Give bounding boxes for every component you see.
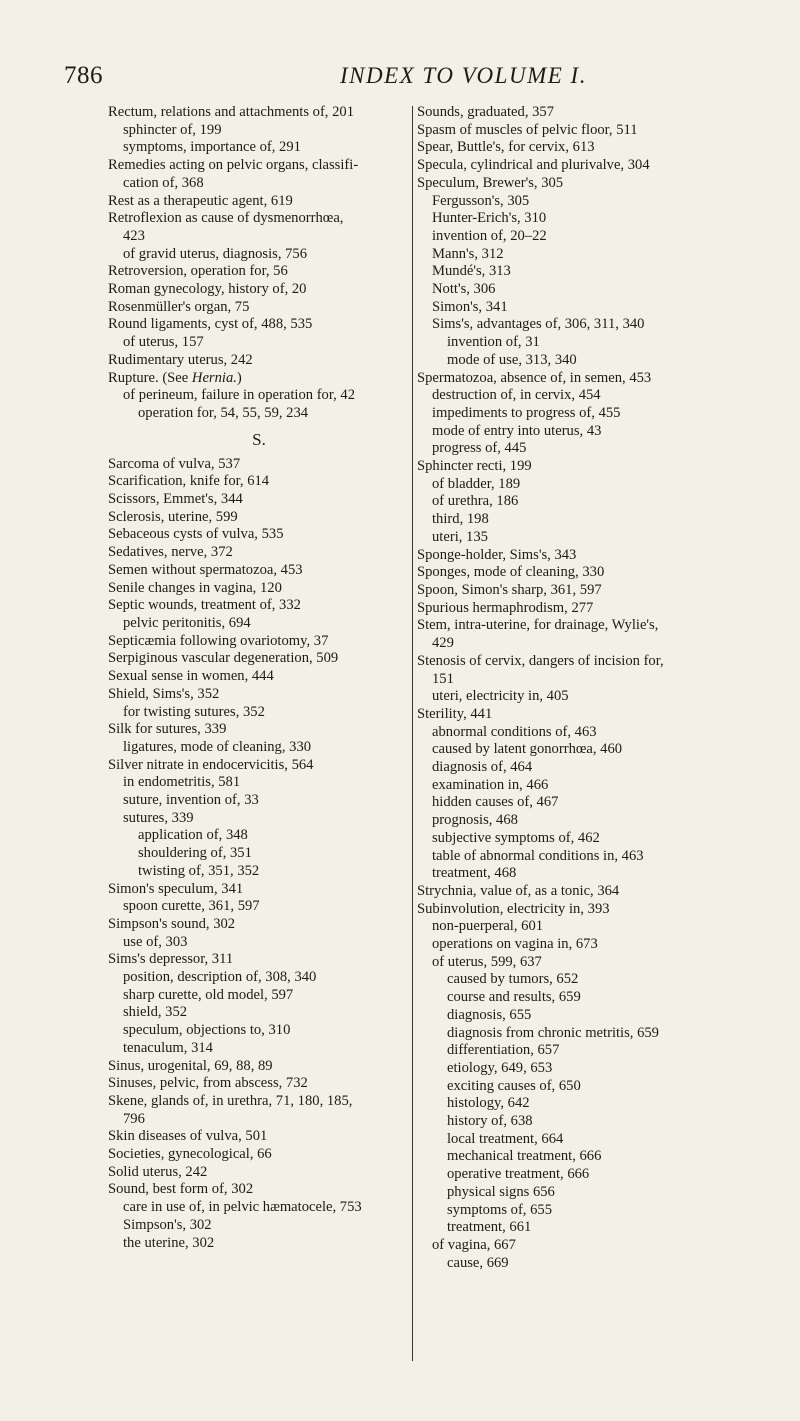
index-subentry: mode of use, 313, 340 [447, 351, 577, 368]
index-subentry: of uterus, 599, 637 [432, 953, 542, 970]
index-subentry: 796 [123, 1110, 145, 1127]
index-subentry: twisting of, 351, 352 [138, 862, 260, 879]
index-subentry: of gravid uterus, diagnosis, 756 [123, 245, 308, 262]
index-subentry: destruction of, in cervix, 454 [432, 387, 601, 404]
index-entry: Sphincter recti, 199 [417, 458, 532, 475]
index-entry: Rest as a therapeutic agent, 619 [108, 192, 293, 209]
index-subentry: third, 198 [432, 511, 489, 528]
index-entry: Silver nitrate in endocervicitis, 564 [108, 756, 314, 773]
page-number: 786 [64, 62, 103, 89]
index-subentry: operative treatment, 666 [447, 1166, 590, 1183]
index-subentry: uteri, electricity in, 405 [432, 688, 569, 705]
left-index-column [108, 104, 410, 1252]
index-subentry: history of, 638 [447, 1113, 533, 1130]
index-subentry: Fergusson's, 305 [432, 192, 530, 209]
index-subentry: etiology, 649, 653 [447, 1059, 553, 1076]
index-subentry: application of, 348 [138, 827, 248, 844]
index-subentry: cation of, 368 [123, 174, 204, 191]
index-entry: Spermatozoa, absence of, in semen, 453 [417, 369, 652, 386]
index-subentry: of uterus, 157 [123, 334, 204, 351]
index-entry: Roman gynecology, history of, 20 [108, 281, 307, 298]
index-subentry: symptoms, importance of, 291 [123, 139, 301, 156]
index-subentry: examination in, 466 [432, 776, 549, 793]
index-subentry: diagnosis, 655 [447, 1006, 532, 1023]
index-subentry: 429 [432, 635, 454, 652]
index-subentry: in endometritis, 581 [123, 774, 241, 791]
index-entry: Sounds, graduated, 357 [417, 104, 555, 120]
index-subentry: operation for, 54, 55, 59, 234 [138, 404, 309, 421]
index-subentry: Simpson's, 302 [123, 1216, 212, 1233]
index-entry: Sponges, mode of cleaning, 330 [417, 564, 605, 581]
index-entry: Spurious hermaphrodism, 277 [417, 599, 594, 616]
index-subentry: table of abnormal conditions in, 463 [432, 847, 644, 864]
index-subentry: use of, 303 [123, 933, 188, 950]
index-subentry: mode of entry into uterus, 43 [432, 422, 602, 439]
index-entry: Shield, Sims's, 352 [108, 685, 220, 702]
index-subentry: Simon's, 341 [432, 298, 508, 315]
index-subentry: abnormal conditions of, 463 [432, 723, 597, 740]
index-entry: Serpiginous vascular degeneration, 509 [108, 650, 339, 667]
index-subentry: diagnosis from chronic metritis, 659 [447, 1024, 659, 1041]
index-entry: Semen without spermatozoa, 453 [108, 561, 303, 578]
index-entry: Sarcoma of vulva, 537 [108, 455, 241, 472]
index-entry: Spasm of muscles of pelvic floor, 511 [417, 121, 638, 138]
index-entry: Remedies acting on pelvic organs, classifi- [108, 157, 359, 174]
index-entry: Societies, gynecological, 66 [108, 1146, 272, 1163]
index-subentry: sutures, 339 [123, 809, 194, 826]
index-subentry: physical signs 656 [447, 1183, 555, 1200]
index-subentry: suture, invention of, 33 [123, 792, 259, 809]
index-entry: Sebaceous cysts of vulva, 535 [108, 526, 284, 543]
cross-reference: Hernia. [191, 369, 237, 386]
index-subentry: non-puerperal, 601 [432, 918, 544, 935]
index-entry: Sound, best form of, 302 [108, 1181, 254, 1198]
index-subentry: of vagina, 667 [432, 1237, 516, 1253]
index-subentry: of urethra, 186 [432, 493, 519, 510]
index-subentry: symptoms of, 655 [447, 1201, 552, 1218]
index-entry: Strychnia, value of, as a tonic, 364 [417, 882, 620, 899]
index-subentry: spoon curette, 361, 597 [123, 898, 260, 915]
index-entry: Sclerosis, uterine, 599 [108, 508, 238, 525]
index-subentry: the uterine, 302 [123, 1234, 215, 1251]
index-entry: Simpson's sound, 302 [108, 915, 236, 932]
index-entry: Retroversion, operation for, 56 [108, 263, 288, 280]
column-divider [412, 106, 413, 1361]
index-subentry: 423 [123, 227, 145, 244]
index-subentry: caused by latent gonorrhœa, 460 [432, 741, 623, 758]
index-entry: Sinus, urogenital, 69, 88, 89 [108, 1057, 273, 1074]
index-entry: Scarification, knife for, 614 [108, 473, 270, 490]
index-entry: Rudimentary uterus, 242 [108, 351, 253, 368]
index-entry: Spear, Buttle's, for cervix, 613 [417, 139, 595, 156]
index-entry: Spoon, Simon's sharp, 361, 597 [417, 581, 602, 598]
section-letter: S. [252, 429, 266, 449]
index-subentry: local treatment, 664 [447, 1130, 564, 1147]
index-entry: Sponge-holder, Sims's, 343 [417, 546, 577, 563]
index-entry: Septic wounds, treatment of, 332 [108, 597, 301, 614]
index-subentry: sharp curette, old model, 597 [123, 986, 294, 1003]
index-columns [108, 104, 780, 1394]
index-subentry: sphincter of, 199 [123, 121, 222, 138]
running-head: INDEX TO VOLUME I. [340, 63, 587, 88]
index-subentry: histology, 642 [447, 1095, 530, 1112]
index-subentry: Mann's, 312 [432, 245, 504, 262]
index-entry: Sedatives, nerve, 372 [108, 544, 233, 561]
index-entry: Sterility, 441 [417, 705, 493, 722]
index-subentry: caused by tumors, 652 [447, 971, 579, 988]
index-entry: Rectum, relations and attachments of, 201 [108, 104, 354, 120]
index-subentry: subjective symptoms of, 462 [432, 829, 600, 846]
index-entry: Sinuses, pelvic, from abscess, 732 [108, 1075, 308, 1092]
index-subentry: uteri, 135 [432, 528, 488, 545]
index-subentry: Hunter-Erich's, 310 [432, 210, 547, 227]
index-subentry: cause, 669 [447, 1254, 509, 1271]
index-subentry: hidden causes of, 467 [432, 794, 559, 811]
index-entry: Stenosis of cervix, dangers of incision for, [417, 652, 664, 669]
index-subentry: progress of, 445 [432, 440, 527, 457]
index-subentry: shield, 352 [123, 1004, 188, 1021]
index-entry: Sims's depressor, 311 [108, 951, 234, 968]
index-entry: Silk for sutures, 339 [108, 721, 227, 738]
index-subentry: exciting causes of, 650 [447, 1077, 581, 1094]
index-subentry: treatment, 468 [432, 865, 517, 882]
index-subentry: for twisting sutures, 352 [123, 703, 265, 720]
index-entry: Senile changes in vagina, 120 [108, 579, 282, 596]
index-entry: Skin diseases of vulva, 501 [108, 1128, 268, 1145]
index-subentry: diagnosis of, 464 [432, 759, 533, 776]
index-subentry: 151 [432, 670, 454, 687]
index-entry: Rupture. (See Hernia.) [108, 369, 242, 386]
index-subentry: shouldering of, 351 [138, 845, 252, 862]
index-entry: Round ligaments, cyst of, 488, 535 [108, 316, 313, 333]
index-subentry: of bladder, 189 [432, 475, 521, 492]
index-entry: Speculum, Brewer's, 305 [417, 174, 564, 191]
index-entry: Retroflexion as cause of dysmenorrhœa, [108, 210, 344, 227]
index-subentry: operations on vagina in, 673 [432, 936, 598, 953]
index-entry: Specula, cylindrical and plurivalve, 304 [417, 157, 650, 174]
index-entry: Septicæmia following ovariotomy, 37 [108, 632, 329, 649]
index-entry: Stem, intra-uterine, for drainage, Wylie's, [417, 617, 659, 634]
index-subentry: invention of, 31 [447, 334, 540, 351]
index-subentry: ligatures, mode of cleaning, 330 [123, 738, 312, 755]
index-entry: Solid uterus, 242 [108, 1163, 208, 1180]
index-subentry: speculum, objections to, 310 [123, 1022, 291, 1039]
index-subentry: of perineum, failure in operation for, 42 [123, 387, 356, 404]
index-subentry: care in use of, in pelvic hæmatocele, 753 [123, 1199, 362, 1216]
index-entry: Scissors, Emmet's, 344 [108, 491, 243, 508]
index-subentry: Mundé's, 313 [432, 263, 511, 280]
right-index-column [417, 104, 763, 1272]
index-subentry: prognosis, 468 [432, 812, 518, 829]
index-subentry: differentiation, 657 [447, 1042, 560, 1059]
index-entry: Skene, glands of, in urethra, 71, 180, 185, [108, 1092, 353, 1109]
index-entry: Simon's speculum, 341 [108, 880, 244, 897]
index-entry: Rosenmüller's organ, 75 [108, 298, 250, 315]
index-subentry: invention of, 20–22 [432, 227, 547, 244]
index-subentry: treatment, 661 [447, 1219, 532, 1236]
index-entry: Subinvolution, electricity in, 393 [417, 900, 610, 917]
index-subentry: tenaculum, 314 [123, 1039, 213, 1056]
index-subentry: pelvic peritonitis, 694 [123, 614, 251, 631]
index-subentry: impediments to progress of, 455 [432, 404, 621, 421]
index-subentry: course and results, 659 [447, 989, 581, 1006]
index-subentry: Nott's, 306 [432, 281, 496, 298]
index-subentry: position, description of, 308, 340 [123, 969, 317, 986]
index-subentry: mechanical treatment, 666 [447, 1148, 602, 1165]
index-entry: Sexual sense in women, 444 [108, 668, 274, 685]
index-subentry: Sims's, advantages of, 306, 311, 340 [432, 316, 645, 333]
